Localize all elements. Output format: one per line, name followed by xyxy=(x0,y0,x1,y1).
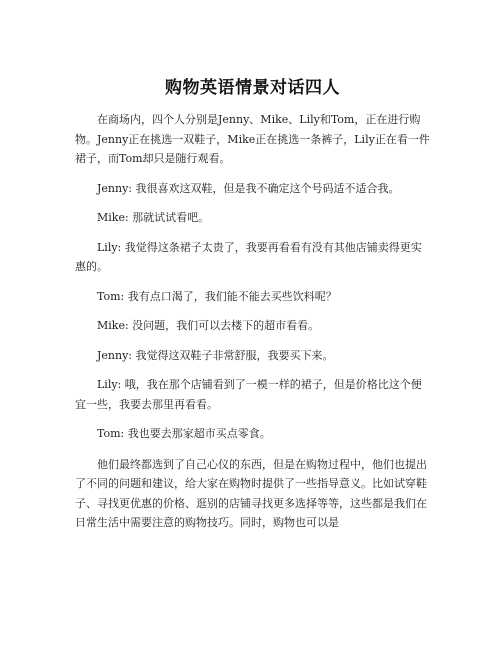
dialogue-line-lily-2: Lily: 哦，我在那个店铺看到了一模一样的裙子，但是价格比这个便宜一些，我要去那里再看看。 xyxy=(75,378,422,411)
dialogue-line-jenny-2: Jenny: 我觉得这双鞋子非常舒服，我要买下来。 xyxy=(97,348,334,362)
paragraph-intro: 在商场内，四个人分别是Jenny、Mike、Lily和Tom，正在进行购物。Jenny正在挑选一双鞋子，Mike正在挑选一条裤子，Lily正在看一件裙子，而Tom却只是随行观看。 xyxy=(75,113,430,165)
paragraph-conclusion: 他们最终都选到了自己心仪的东西，但是在购物过程中，他们也提出了不同的问题和建议，给大家在购物时提供了一些指导意义。比如试穿鞋子、寻找更优惠的价格、逛别的店铺寻找更多选择等等，这些都是我们在日常生活中需要注意的购物技巧。同时，购物也可以是 xyxy=(75,457,427,529)
dialogue-line-jenny-1: Jenny: 我很喜欢这双鞋，但是我不确定这个号码适不适合我。 xyxy=(97,181,400,195)
document-title: 购物英语情景对话四人 xyxy=(165,78,340,98)
dialogue-line-tom-1: Tom: 我有点口渴了，我们能不能去买些饮料呢？ xyxy=(97,289,337,303)
dialogue-line-tom-2: Tom: 我也要去那家超市买点零食。 xyxy=(97,427,271,440)
dialogue-line-mike-1: Mike: 那就试试看吧。 xyxy=(97,211,210,224)
dialogue-line-lily-1: Lily: 我觉得这条裙子太贵了，我要再看看有没有其他店铺卖得更实惠的。 xyxy=(75,240,422,273)
dialogue-line-mike-2: Mike: 没问题，我们可以去楼下的超市看看。 xyxy=(97,319,320,332)
